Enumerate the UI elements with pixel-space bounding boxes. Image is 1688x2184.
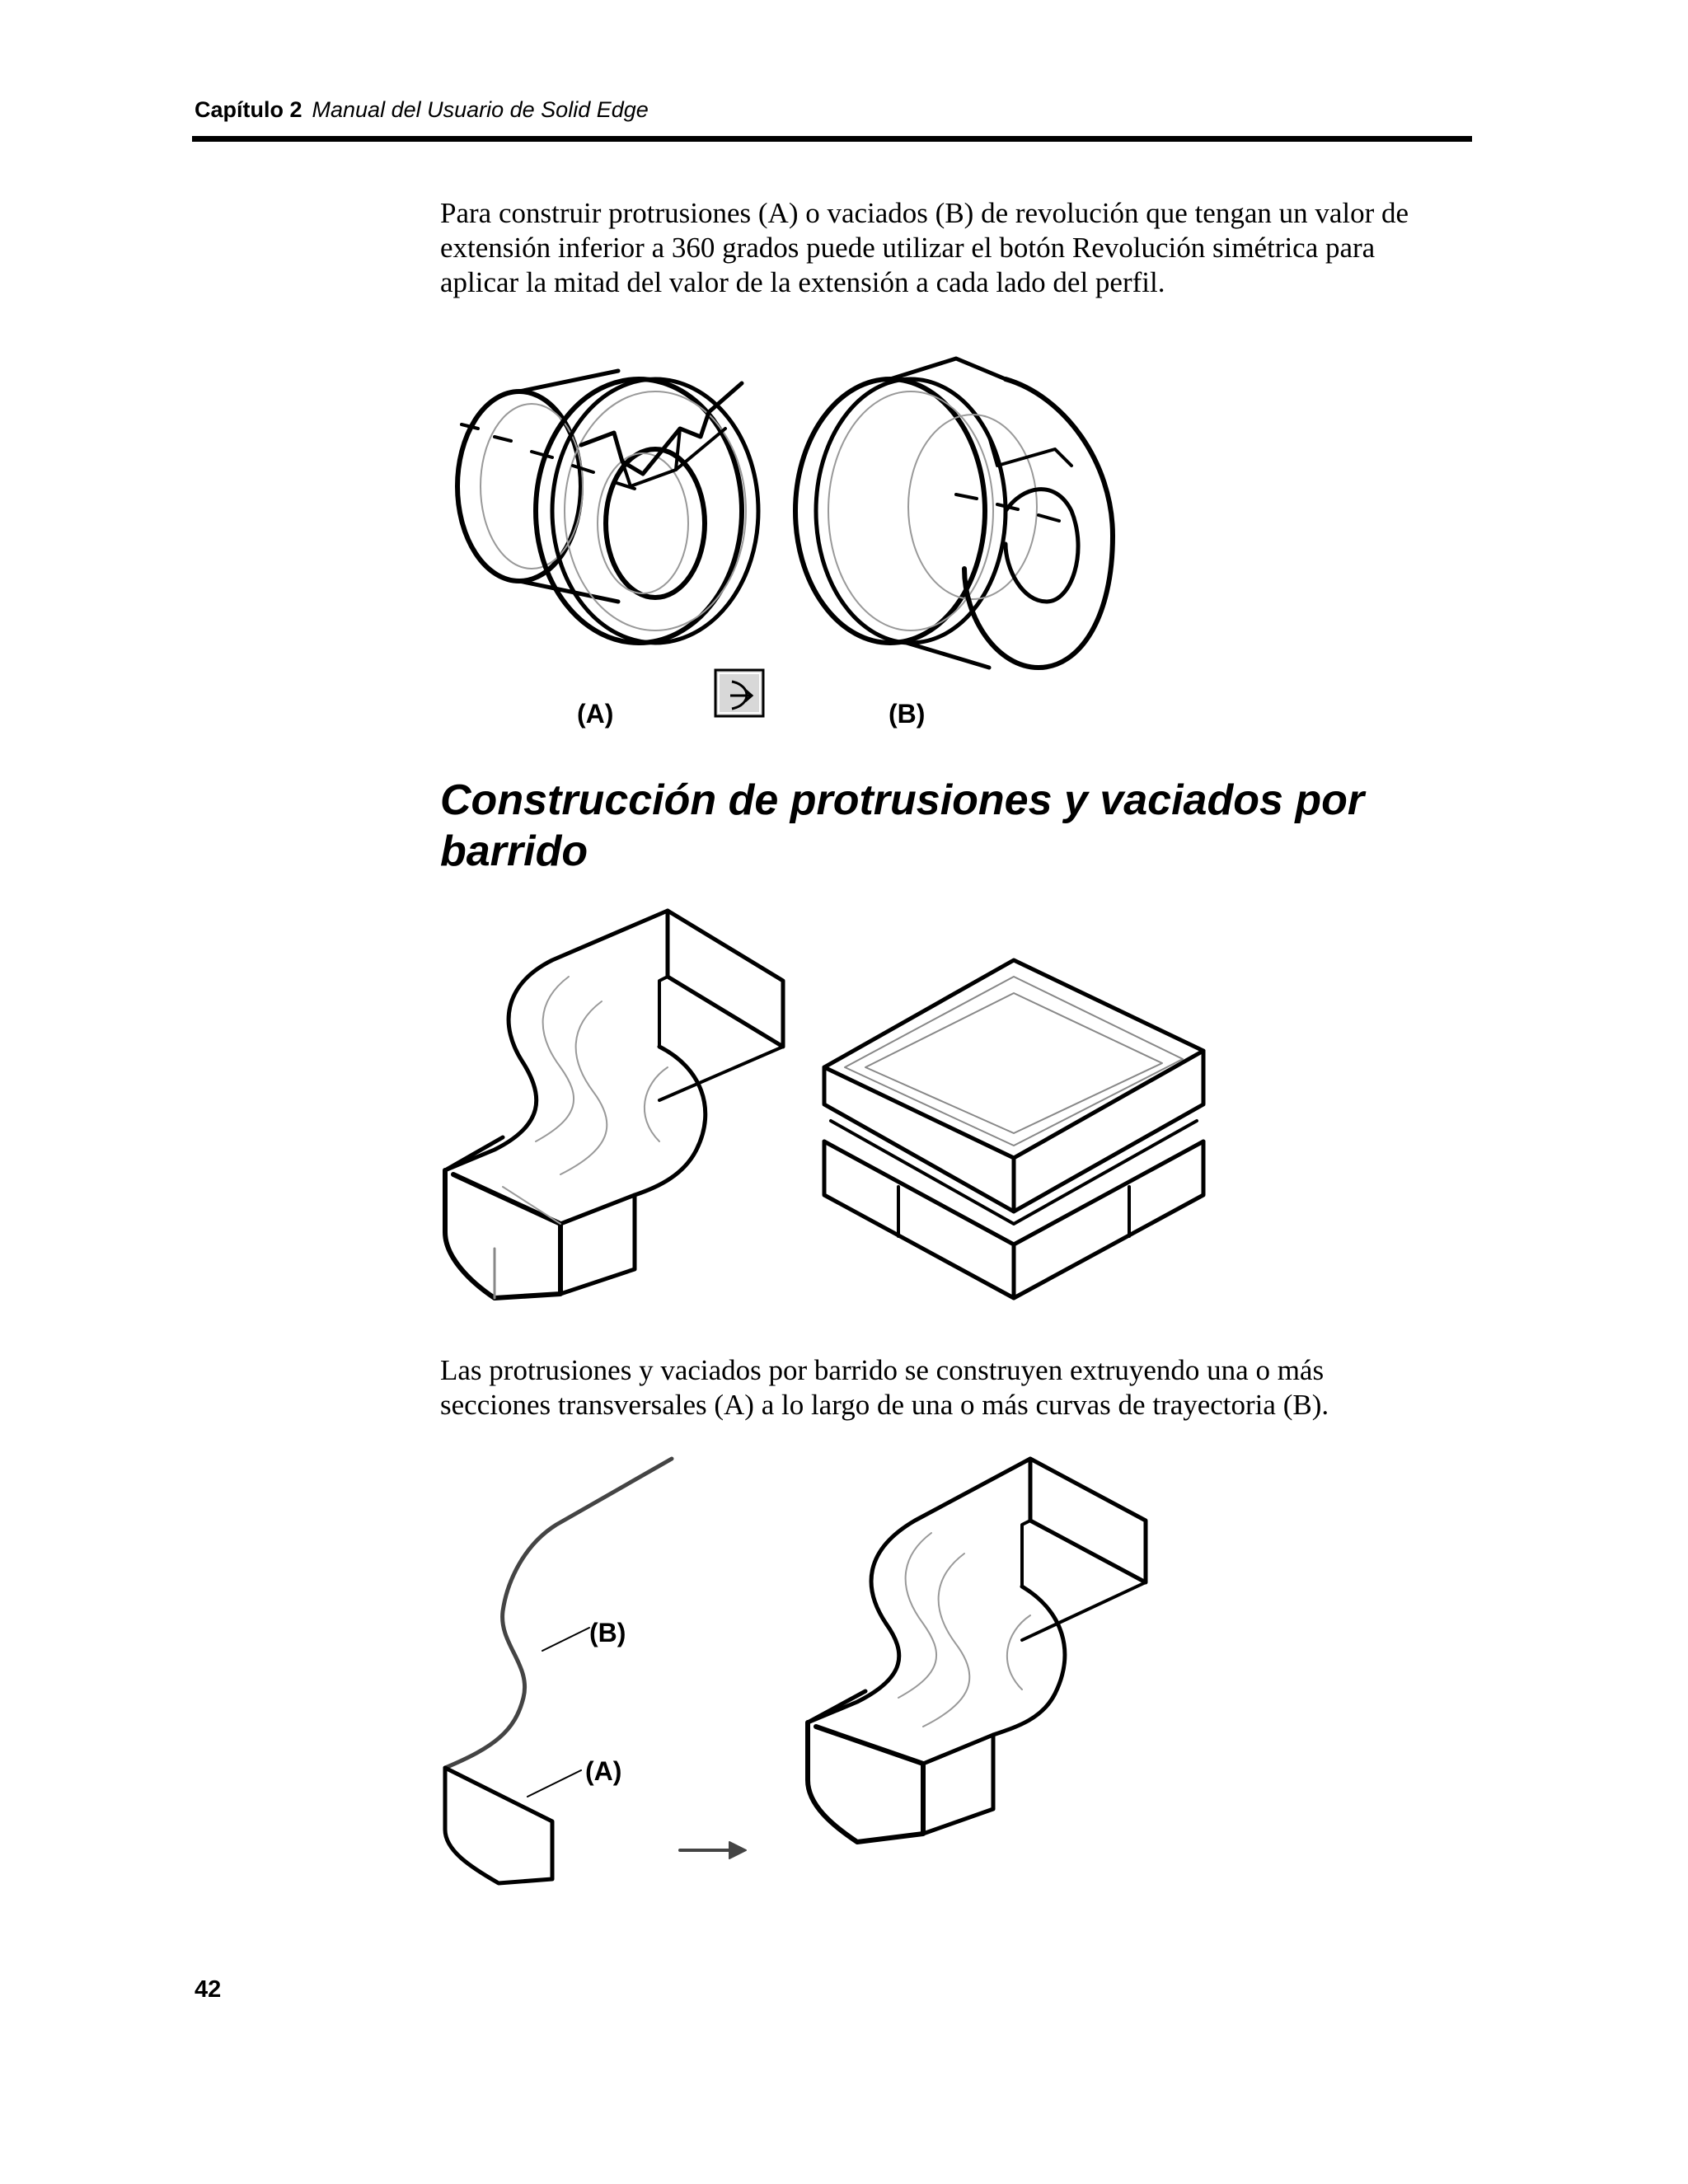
page-number: 42 [195, 1976, 222, 2003]
intro-paragraph [440, 196, 1479, 300]
cross-section-profile [445, 1768, 552, 1883]
header-rule [192, 136, 1472, 142]
sweep-paragraph [440, 1353, 1479, 1422]
figure-label-b: (B) [889, 699, 926, 729]
heading-line: Construcción de protrusiones y vaciados por [440, 776, 1365, 824]
trajectory-curve [445, 1459, 672, 1768]
paragraph-line: Para construir protrusiones (A) o vaciados (B) de revolución que tengan un valor de [440, 197, 1409, 229]
swept-protrusion-part [445, 911, 783, 1298]
running-header [195, 97, 1472, 123]
paragraph-line: aplicar la mitad del valor de la extensión a cada lado del perfil. [440, 266, 1165, 298]
resulting-swept-solid [808, 1459, 1146, 1842]
revolved-cutout-part [795, 359, 1113, 668]
sweep-examples-figure [437, 902, 1245, 1347]
symmetric-revolution-icon [715, 670, 763, 716]
swept-cutout-part [824, 960, 1203, 1298]
chapter-label: Capítulo 2 [195, 97, 302, 122]
paragraph-line: extensión inferior a 360 grados puede utilizar el botón Revolución simétrica para [440, 232, 1376, 264]
revolved-protrusion-part [457, 371, 758, 643]
path-label-b: (B) [589, 1618, 626, 1647]
paragraph-line: secciones transversales (A) a lo largo de una o más curvas de trayectoria (B). [440, 1389, 1329, 1421]
paragraph-line: Las protrusiones y vaciados por barrido se construyen extruyendo una o más [440, 1354, 1325, 1386]
revolution-figure [429, 321, 1154, 733]
sweep-construction-figure [437, 1451, 1162, 1896]
section-label-a: (A) [585, 1756, 622, 1786]
arrow-icon [680, 1842, 746, 1858]
manual-title: Manual del Usuario de Solid Edge [312, 97, 649, 122]
heading-line: barrido [440, 827, 588, 875]
section-heading [440, 775, 1479, 877]
figure-label-a: (A) [577, 699, 614, 729]
